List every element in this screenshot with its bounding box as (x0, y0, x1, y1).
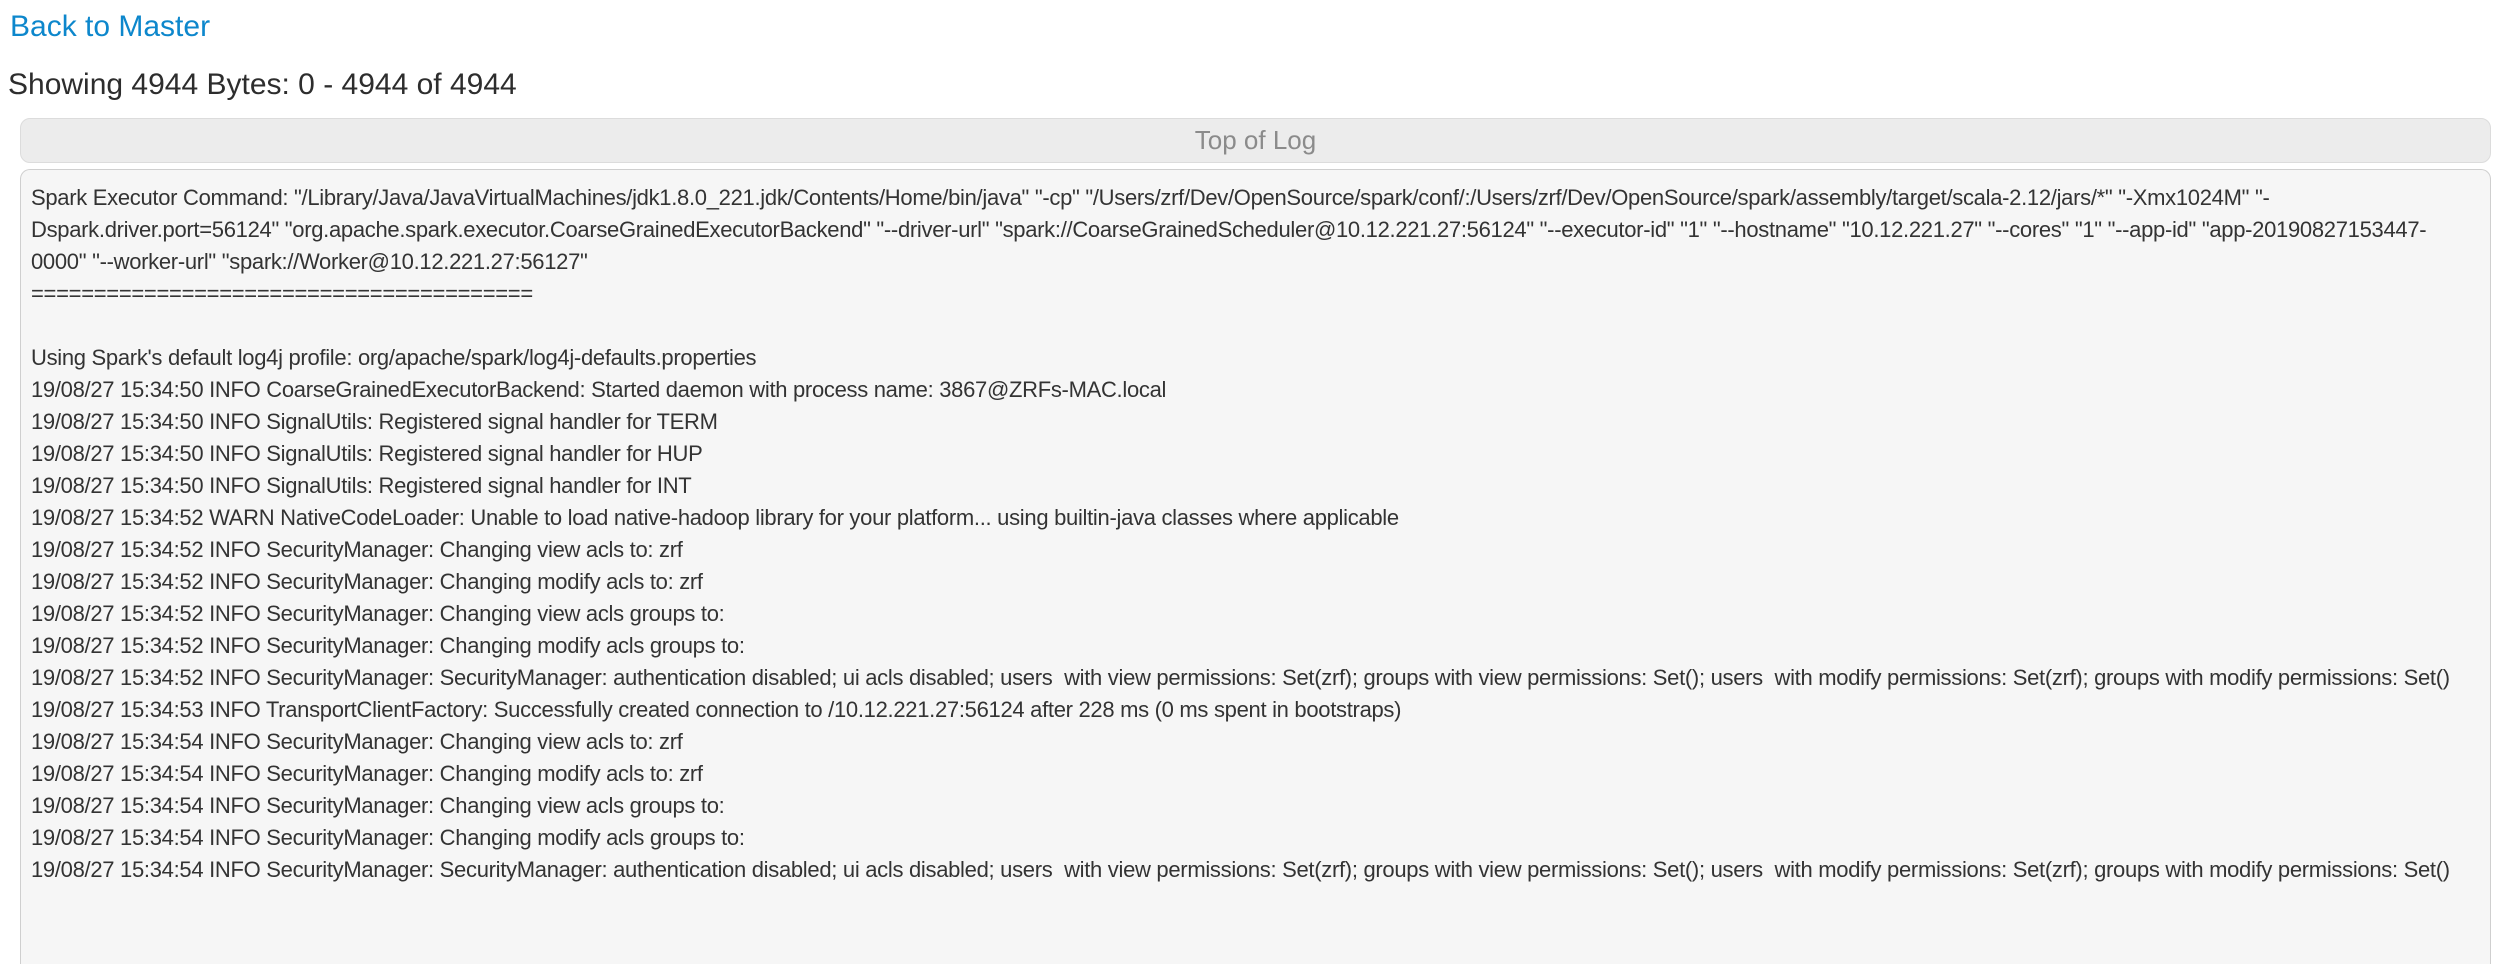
log-line: ======================================== (31, 281, 533, 306)
top-of-log-banner (20, 118, 2491, 163)
log-line: 19/08/27 15:34:54 INFO SecurityManager: Changing view acls groups to: (31, 793, 725, 818)
log-line: 19/08/27 15:34:54 INFO SecurityManager: Changing modify acls groups to: (31, 825, 745, 850)
log-line: 19/08/27 15:34:52 INFO SecurityManager: SecurityManager: authentication disabled; ui acls disabled; users with view permissions: Set(zrf); groups with view permissions: Set(); users with modify permissions: Set(zrf); groups with modify permissions: Set() (31, 665, 2450, 690)
log-line: Using Spark's default log4j profile: org/apache/spark/log4j-defaults.properties (31, 345, 757, 370)
log-line: Spark Executor Command: "/Library/Java/JavaVirtualMachines/jdk1.8.0_221.jdk/Contents/Home/bin/java" "-cp" "/Users/zrf/Dev/OpenSource/spark/conf/:/Users/zrf/Dev/OpenSource/spark/assembly/target/scala-2.12/jars/*" "-Xmx1024M" "-Dspark.driver.port=56124" "org.apache.spark.executor.CoarseGrainedExecutorBackend" "--driver-url" "spark://CoarseGrainedScheduler@10.12.221.27:56124" "--executor-id" "1" "--hostname" "10.12.221.27" "--cores" "1" "--app-id" "app-20190827153447-0000" "--worker-url" "spark://Worker@10.12.221.27:56127" (31, 185, 2427, 274)
log-line: 19/08/27 15:34:50 INFO SignalUtils: Registered signal handler for TERM (31, 409, 718, 434)
byte-range-text: Showing 4944 Bytes: 0 - 4944 of 4944 (8, 68, 517, 101)
log-lines (31, 182, 2480, 886)
log-line: 19/08/27 15:34:52 INFO SecurityManager: Changing view acls groups to: (31, 601, 725, 626)
log-line: 19/08/27 15:34:52 INFO SecurityManager: Changing modify acls to: zrf (31, 569, 703, 594)
back-to-master-link[interactable]: Back to Master (10, 10, 211, 43)
log-line: 19/08/27 15:34:52 INFO SecurityManager: Changing modify acls groups to: (31, 633, 745, 658)
log-line (31, 310, 2480, 342)
log-line: 19/08/27 15:34:53 INFO TransportClientFactory: Successfully created connection to /10.12.221.27:56124 after 228 ms (0 ms spent in bootstraps) (31, 697, 1402, 722)
log-line: 19/08/27 15:34:52 INFO SecurityManager: Changing view acls to: zrf (31, 537, 683, 562)
log-line: 19/08/27 15:34:52 WARN NativeCodeLoader: Unable to load native-hadoop library for your platform... using builtin-java classes where applicable (31, 505, 1399, 530)
log-line: 19/08/27 15:34:54 INFO SecurityManager: SecurityManager: authentication disabled; ui acls disabled; users with view permissions: Set(zrf); groups with view permissions: Set(); users with modify permissions: Set(zrf); groups with modify permissions: Set() (31, 857, 2450, 882)
top-of-log-label: Top of Log (1194, 125, 1317, 155)
log-line: 19/08/27 15:34:54 INFO SecurityManager: Changing modify acls to: zrf (31, 761, 703, 786)
log-line: 19/08/27 15:34:54 INFO SecurityManager: Changing view acls to: zrf (31, 729, 683, 754)
log-line: 19/08/27 15:34:50 INFO SignalUtils: Registered signal handler for HUP (31, 441, 703, 466)
log-line: 19/08/27 15:34:50 INFO SignalUtils: Registered signal handler for INT (31, 473, 692, 498)
log-line: 19/08/27 15:34:50 INFO CoarseGrainedExecutorBackend: Started daemon with process name: 3867@ZRFs-MAC.local (31, 377, 1167, 402)
log-content (20, 169, 2491, 964)
